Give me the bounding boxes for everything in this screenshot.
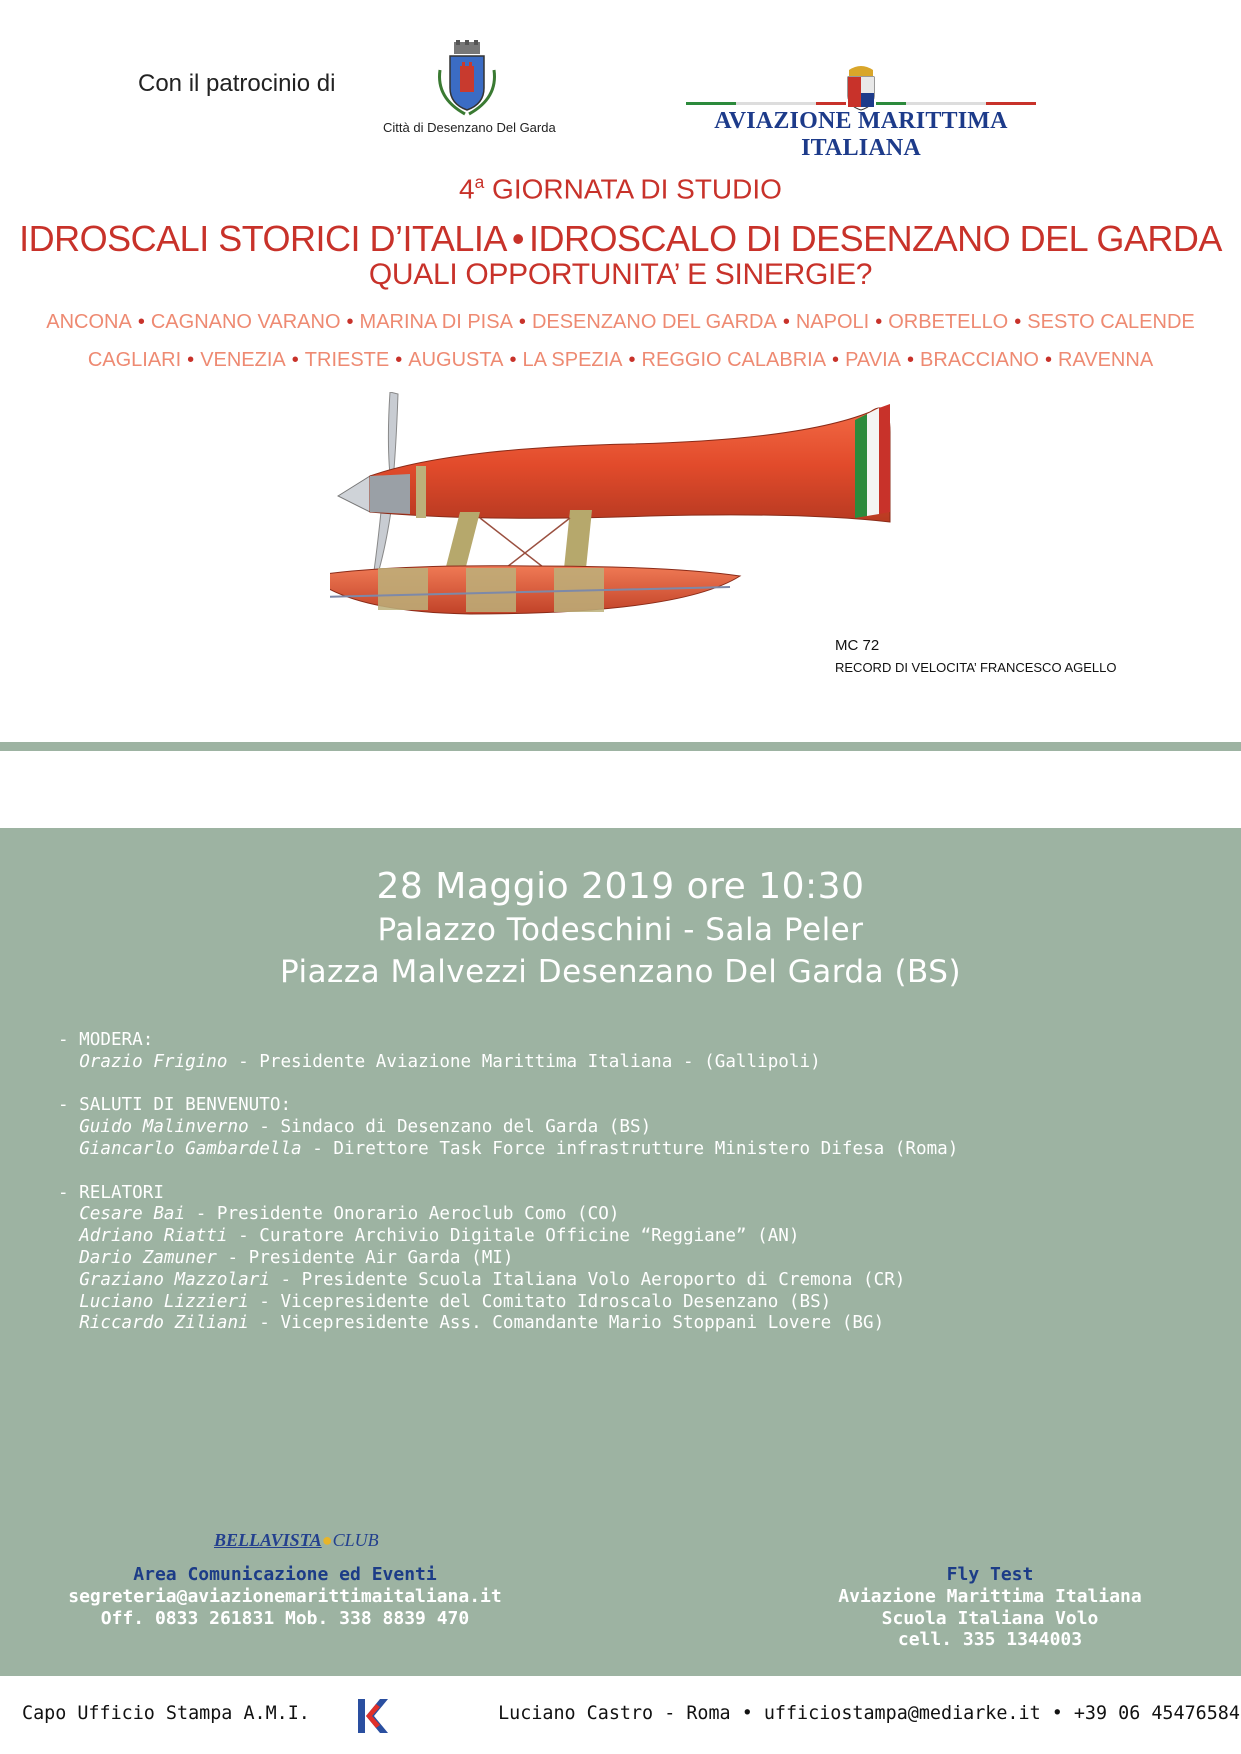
speaker-name: Orazio Frigino <box>79 1051 228 1072</box>
speaker-name: Graziano Mazzolari <box>79 1269 270 1290</box>
event-venue: Palazzo Todeschini - Sala Peler <box>377 912 864 948</box>
contact-left-email[interactable]: segreteria@aviazionemarittimaitaliana.it <box>68 1585 502 1607</box>
event-address: Piazza Malvezzi Desenzano Del Garda (BS) <box>279 954 962 990</box>
cities-row-2: CAGLIARI • VENEZIA • TRIESTE • AUGUSTA • LA SPEZIA • REGGIO CALABRIA • PAVIA • BRACCIANO • RAVENNA <box>87 349 1154 371</box>
plane-caption-model: MC 72 <box>835 637 880 654</box>
mediarke-k-logo-icon <box>350 1697 388 1735</box>
speaker-name: Riccardo Ziliani <box>79 1313 249 1334</box>
patronage-label: Con il patrocinio di <box>138 70 336 97</box>
speaker-role: - Direttore Task Force infrastrutture Ministero Difesa (Roma) <box>301 1138 959 1159</box>
footer-right: Luciano Castro - Roma • ufficiostampa@mediarke.it • +39 06 45476584 <box>498 1703 1240 1724</box>
contact-left <box>30 1564 540 1629</box>
program-section-modera: - MODERA: <box>58 1030 154 1050</box>
program-section-relatori: - RELATORI <box>58 1182 164 1203</box>
divider-band <box>0 742 1241 751</box>
contact-left-phone: Off. 0833 261831 Mob. 338 8839 470 <box>100 1607 470 1629</box>
program-list <box>58 1030 958 1335</box>
contact-right-org: Aviazione Marittima Italiana <box>838 1585 1142 1607</box>
bellavista-club-logo: BELLAVISTA●CLUB <box>214 1530 379 1550</box>
footer-line <box>22 1703 1240 1724</box>
speaker-name: Luciano Lizzieri <box>79 1291 249 1312</box>
event-date: 28 Maggio 2019 ore 10:30 <box>376 866 865 907</box>
cities-row-1: ANCONA • CAGNANO VARANO • MARINA DI PISA • DESENZANO DEL GARDA • NAPOLI • ORBETELLO • SESTO CALENDE <box>46 311 1195 333</box>
footer-left: Capo Ufficio Stampa A.M.I. <box>22 1703 310 1724</box>
subtitle-question: QUALI OPPORTUNITA’ E SINERGIE? <box>368 258 873 291</box>
plane-caption-record: RECORD DI VELOCITA’ FRANCESCO AGELLO <box>835 660 1117 675</box>
contact-right <box>810 1564 1170 1651</box>
speaker-role: - Presidente Onorario Aeroclub Como (CO) <box>185 1204 620 1225</box>
contact-left-title: Area Comunicazione ed Eventi <box>133 1564 437 1585</box>
main-title: IDROSCALI STORICI D’ITALIA • IDROSCALO DI DESENZANO DEL GARDA <box>19 218 1222 259</box>
speaker-role: - Curatore Archivio Digitale Officine “Reggiane” (AN) <box>227 1226 800 1247</box>
speaker-role: - Presidente Aviazione Marittima Italiana - (Gallipoli) <box>227 1051 821 1072</box>
speaker-role: - Vicepresidente del Comitato Idroscalo Desenzano (BS) <box>248 1291 832 1312</box>
contact-right-phone: cell. 335 1344003 <box>897 1629 1083 1651</box>
contact-right-school: Scuola Italiana Volo <box>881 1607 1099 1629</box>
speaker-name: Cesare Bai <box>79 1204 186 1225</box>
study-day-heading: 4$^a$ GIORNATA DI STUDIO <box>459 172 782 205</box>
seaplane-illustration <box>330 392 1030 682</box>
speaker-name: Adriano Riatti <box>79 1226 228 1247</box>
speaker-role: - Presidente Air Garda (MI) <box>216 1247 514 1268</box>
speaker-role: - Sindaco di Desenzano del Garda (BS) <box>248 1117 652 1138</box>
contact-right-title: Fly Test <box>946 1564 1034 1585</box>
speaker-role: - Presidente Scuola Italiana Volo Aeroporto di Cremona (CR) <box>269 1269 906 1290</box>
city-name: Città di Desenzano Del Garda <box>383 120 556 135</box>
city-coat-of-arms-icon <box>432 40 502 118</box>
speaker-role: - Vicepresidente Ass. Comandante Mario Stoppani Lovere (BG) <box>248 1313 885 1334</box>
speaker-name: Dario Zamuner <box>79 1247 217 1268</box>
speaker-name: Guido Malinverno <box>79 1117 249 1138</box>
speaker-name: Giancarlo Gambardella <box>79 1138 302 1159</box>
program-section-saluti: - SALUTI DI BENVENUTO: <box>58 1095 292 1116</box>
ami-name: AVIAZIONE MARITTIMA ITALIANA <box>714 108 1008 161</box>
